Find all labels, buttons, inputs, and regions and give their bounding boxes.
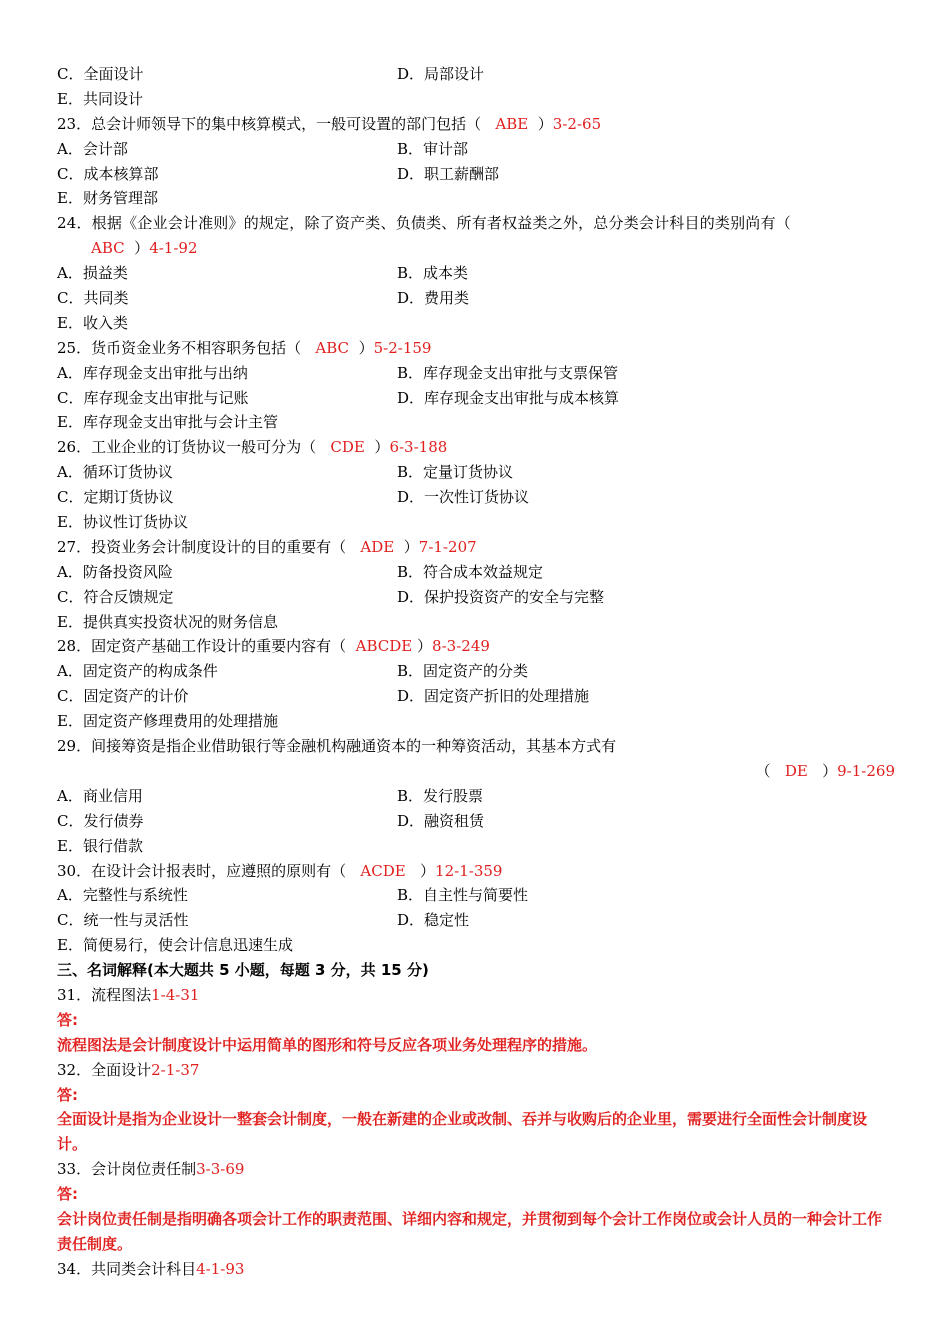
question-stem: 26．工业企业的订货协议一般可分为（ xyxy=(57,438,317,457)
question-stem: 25．货币资金业务不相容职务包括（ xyxy=(57,338,302,357)
term-label: 34．共同类会计科目 xyxy=(57,1259,197,1278)
term-33 xyxy=(57,1157,895,1182)
term-label: 31．流程图法 xyxy=(57,985,152,1004)
option-d: D．局部设计 xyxy=(397,65,485,83)
reference-code: 1-4-31 xyxy=(151,985,200,1004)
option-row xyxy=(57,684,895,709)
question-27: 27．投资业务会计制度设计的目的重要有（ ADE ）7-1-207 xyxy=(57,537,477,556)
option-e: E．协议性订货协议 xyxy=(57,513,188,532)
answer-key: ABCDE xyxy=(355,637,413,656)
answer-key: DE xyxy=(784,761,808,780)
question-28: 28．固定资产基础工作设计的重要内容有（ ABCDE ）8-3-249 xyxy=(57,637,490,656)
section-heading: 三、名词解释(本大题共 5 小题，每题 3 分，共 15 分) xyxy=(57,961,429,980)
option-c: C．成本核算部 xyxy=(57,164,159,183)
option-c: C．固定资产的计价 xyxy=(57,687,189,706)
term-34 xyxy=(57,1257,895,1282)
reference-code: 12-1-359 xyxy=(435,861,503,880)
option-row xyxy=(57,361,895,386)
option-c: C．符合反馈规定 xyxy=(57,587,174,606)
question-24-continued: ABC ）4-1-92 xyxy=(91,239,198,258)
reference-code: 4-1-92 xyxy=(149,239,198,258)
option-a: A．循环订货协议 xyxy=(57,463,173,482)
question-stem: 24．根据《企业会计准则》的规定，除了资产类、负债类、所有者权益类之外，总分类会计科目的类别尚有（ xyxy=(57,214,791,233)
term-32 xyxy=(57,1058,895,1083)
answer-text: 全面设计是指为企业设计一整套会计制度，一般在新建的企业或改制、吞并与收购后的企业里，需要进行全面性会计制度设计。 xyxy=(57,1110,868,1154)
option-b: B．自主性与简要性 xyxy=(397,886,529,905)
option-e: E．共同设计 xyxy=(57,89,143,108)
answer-key: ADE xyxy=(360,537,395,556)
term-label: 32．全面设计 xyxy=(57,1060,152,1079)
option-row xyxy=(57,883,895,908)
answer-text: 流程图法是会计制度设计中运用简单的图形和符号反应各项业务处理程序的措施。 xyxy=(57,1035,598,1054)
option-e: E．简便易行，使会计信息迅速生成 xyxy=(57,936,293,955)
reference-code: 7-1-207 xyxy=(418,537,477,556)
option-b: B．成本类 xyxy=(397,264,469,283)
option-e: E．提供真实投资状况的财务信息 xyxy=(57,612,278,631)
document-page xyxy=(57,62,895,1282)
option-e: E．固定资产修理费用的处理措施 xyxy=(57,712,278,731)
reference-code: 4-1-93 xyxy=(196,1259,245,1278)
answer-label: 答: xyxy=(57,1185,78,1204)
option-a: A．损益类 xyxy=(57,264,128,283)
question-24 xyxy=(57,211,895,236)
option-row xyxy=(57,137,895,162)
option-d: D．保护投资资产的安全与完整 xyxy=(397,587,605,606)
option-e: E．收入类 xyxy=(57,313,128,332)
option-row xyxy=(57,62,895,87)
option-b: B．审计部 xyxy=(397,139,469,158)
answer-key: ABC xyxy=(91,239,125,258)
option-a: A．完整性与系统性 xyxy=(57,886,188,905)
option-b: B．固定资产的分类 xyxy=(397,662,529,681)
option-c: C．共同类 xyxy=(57,289,129,308)
answer-key: ACDE xyxy=(360,861,406,880)
option-c: C．库存现金支出审批与记账 xyxy=(57,388,249,407)
question-26: 26．工业企业的订货协议一般可分为（ CDE ）6-3-188 xyxy=(57,438,448,457)
option-a: A．固定资产的构成条件 xyxy=(57,662,218,681)
answer-key: ABE xyxy=(495,114,529,133)
option-a: A．库存现金支出审批与出纳 xyxy=(57,363,248,382)
option-d: D．融资租赁 xyxy=(397,811,485,830)
answer-label: 答: xyxy=(57,1085,78,1104)
question-29 xyxy=(57,734,895,759)
option-e: E．库存现金支出审批与会计主管 xyxy=(57,413,278,432)
option-row xyxy=(57,560,895,585)
option-d: D．职工薪酬部 xyxy=(397,164,500,183)
option-row xyxy=(57,908,895,933)
question-stem: 29．间接筹资是指企业借助银行等金融机构融通资本的一种筹资活动，其基本方式有 xyxy=(57,737,617,756)
option-d: D．稳定性 xyxy=(397,911,470,930)
option-b: B．发行股票 xyxy=(397,786,484,805)
reference-code: 3-2-65 xyxy=(552,114,602,133)
option-row xyxy=(57,386,895,411)
question-30: 30．在设计会计报表时，应遵照的原则有（ ACDE ）12-1-359 xyxy=(57,861,503,880)
option-c: C．统一性与灵活性 xyxy=(57,911,189,930)
option-b: B．定量订货协议 xyxy=(397,463,514,482)
option-row xyxy=(57,809,895,834)
option-row xyxy=(57,460,895,485)
answer-text: 会计岗位责任制是指明确各项会计工作的职责范围、详细内容和规定，并贯彻到每个会计工作岗位或会计人员的一种会计工作责任制度。 xyxy=(57,1210,883,1253)
question-stem: 30．在设计会计报表时，应遵照的原则有（ xyxy=(57,861,347,880)
reference-code: 3-3-69 xyxy=(196,1160,245,1179)
option-d: D．费用类 xyxy=(397,289,470,308)
answer-key: CDE xyxy=(330,438,365,457)
reference-code: 8-3-249 xyxy=(432,637,490,656)
option-row xyxy=(57,286,895,311)
option-row xyxy=(57,261,895,286)
option-c: C．发行债券 xyxy=(57,811,144,830)
option-row xyxy=(57,585,895,610)
option-e: E．财务管理部 xyxy=(57,189,158,208)
reference-code: 6-3-188 xyxy=(389,438,448,457)
question-23: 23．总会计师领导下的集中核算模式，一般可设置的部门包括（ ABE ）3-2-65 xyxy=(57,114,602,133)
option-c: C．全面设计 xyxy=(57,65,144,83)
option-d: D．库存现金支出审批与成本核算 xyxy=(397,388,620,407)
option-a: A．会计部 xyxy=(57,139,128,158)
option-row xyxy=(57,485,895,510)
option-d: D．固定资产折旧的处理措施 xyxy=(397,687,590,706)
reference-code: 2-1-37 xyxy=(151,1060,200,1079)
option-a: A．商业信用 xyxy=(57,786,143,805)
option-b: B．符合成本效益规定 xyxy=(397,562,544,581)
question-stem: 27．投资业务会计制度设计的目的重要有（ xyxy=(57,537,347,556)
option-d: D．一次性订货协议 xyxy=(397,488,530,507)
question-25: 25．货币资金业务不相容职务包括（ ABC ）5-2-159 xyxy=(57,338,432,357)
option-e: E．银行借款 xyxy=(57,836,143,855)
option-row xyxy=(57,659,895,684)
option-a: A．防备投资风险 xyxy=(57,562,173,581)
term-label: 33．会计岗位责任制 xyxy=(57,1160,197,1179)
option-row xyxy=(57,162,895,187)
question-stem: 28．固定资产基础工作设计的重要内容有（ xyxy=(57,637,347,656)
term-31 xyxy=(57,983,895,1008)
option-b: B．库存现金支出审批与支票保管 xyxy=(397,363,619,382)
question-29-answer-line: （ DE ）9-1-269 xyxy=(755,761,895,780)
answer-key: ABC xyxy=(315,338,350,357)
question-stem: 23．总会计师领导下的集中核算模式，一般可设置的部门包括（ xyxy=(57,114,482,133)
reference-code: 5-2-159 xyxy=(373,338,432,357)
option-c: C．定期订货协议 xyxy=(57,488,174,507)
option-row xyxy=(57,784,895,809)
reference-code: 9-1-269 xyxy=(837,761,895,780)
answer-label: 答: xyxy=(57,1010,78,1029)
